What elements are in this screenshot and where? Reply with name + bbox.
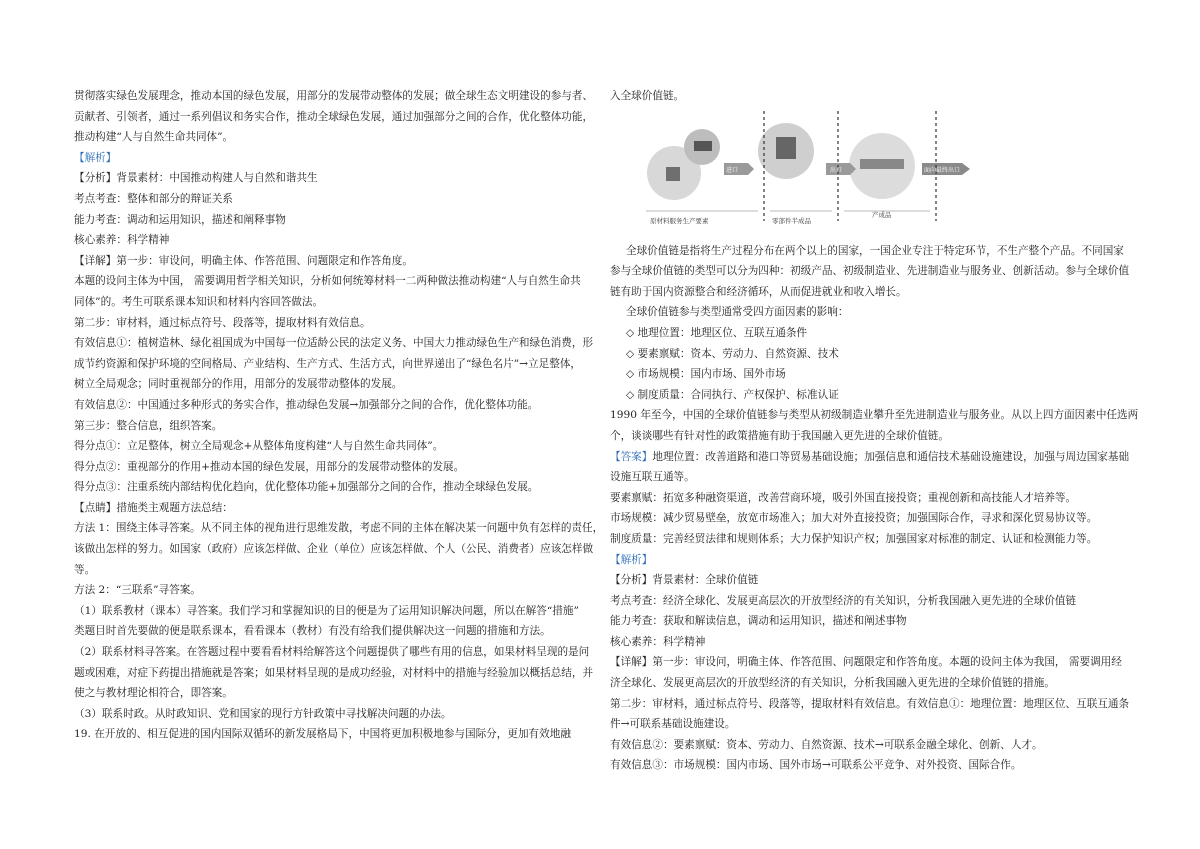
- left-text-line: 第二步：审材料，通过标点符号、段落等，提取材料有效信息。: [74, 316, 371, 329]
- right-text-line: 参与全球价值链的类型可以分为四种：初级产品、初级制造业、先进制造业与服务业、创新活动。参与全球价值: [610, 265, 1130, 278]
- right-text-line: 市场规模：减少贸易壁垒，放宽市场准入；加大对外直接投资；加强国际合作，寻求和深化贸易协议等。: [610, 512, 1098, 525]
- left-text-line: 成节约资源和保护环境的空间格局、产业结构、生产方式、生活方式，向世界递出了“绿色名片”→立足整体，: [74, 357, 582, 370]
- right-text-line: 链有助于国内资源整合和经济循环，从而促进就业和收入增长。: [610, 285, 907, 298]
- right-text-line: ◇ 制度质量：合同执行、产权保护、标准认证: [626, 388, 839, 401]
- diagram-label-raw: 原材料服务生产要素: [650, 216, 709, 225]
- right-text-line: 【分析】背景素材：全球价值链: [610, 574, 759, 587]
- left-text-line: 19. 在开放的、相互促进的国内国际双循环的新发展格局下，中国将更加积极地参与国际分，更加有效地融: [74, 728, 571, 741]
- left-text-line: 同体”的。考生可联系课本知识和材料内容回答做法。: [74, 295, 324, 308]
- left-text-line: 得分点①：立足整体，树立全局观念+从整体角度构建“人与自然生命共同体”。: [74, 440, 444, 453]
- section-tag: 【解析】: [74, 151, 117, 164]
- right-text-line: 个，谈谈哪些有针对性的政策措施有助于我国融入更先进的全球价值链。: [610, 429, 949, 442]
- right-text-line: 【答案】地理位置：改善道路和港口等贸易基础设施；加强信息和通信技术基础设施建设，加强与周边国家基础: [610, 450, 1130, 463]
- diagram-label-component: 零部件半成品: [772, 216, 811, 225]
- value-chain-figure: [640, 111, 1000, 237]
- left-text-line: 考点考查：整体和部分的辩证关系: [74, 192, 233, 205]
- left-text-line: 有效信息①：植树造林、绿化祖国成为中国每一位适龄公民的法定义务、中国大力推动绿色生产和绿色消费，形: [74, 337, 594, 350]
- right-text-line: 有效信息③：市场规模：国内市场、国外市场→可联系公平竞争、对外投资、国际合作。: [610, 759, 1022, 772]
- right-top-line: 入全球价值链。: [610, 90, 685, 102]
- left-text-line: 贡献者、引领者，通过一系列倡议和务实合作，推动全球绿色发展，通过加强部分之间的合作，优化整体功能，: [74, 110, 594, 123]
- right-text-line: [610, 550, 1130, 571]
- right-text-line: 【详解】第一步：审设问，明确主体、作答范围、问题限定和作答角度。本题的设问主体为我国， 需要调用经: [610, 656, 1122, 669]
- left-text-line: 该做出怎样的努力。如国家（政府）应该怎样做、企业（单位）应该怎样做、个人（公民、消费者）应该怎样做: [74, 543, 594, 556]
- tractor-icon: [694, 141, 712, 151]
- left-text-line: 能力考查：调动和运用知识，描述和阐释事物: [74, 213, 286, 226]
- left-text-line: 第三步：整合信息，组织答案。: [74, 419, 223, 432]
- right-text-line: 能力考查：获取和解读信息，调动和运用知识，描述和阐述事物: [610, 615, 907, 628]
- left-text-line: 方法 1：围绕主体寻答案。从不同主体的视角进行思维发散，考虑不同的主体在解决某一问题中负有怎样的责任，: [74, 522, 604, 535]
- right-text-line: ◇ 地理位置：地理区位、互联互通条件: [626, 326, 808, 339]
- left-text-line: 题或困难，对症下药提出措施就是答案；如果材料呈现的是成功经验，对材料中的措施与经验加以概括总结，并: [74, 666, 594, 679]
- left-text-line: 类题目时首先要做的便是联系课本，看看课本（教材）有没有给我们提供解决这一问题的措施和方法。: [74, 625, 551, 638]
- left-text-line: 推动构建“人与自然生命共同体”。: [74, 131, 234, 144]
- left-text-line: 贯彻落实绿色发展理念，推动本国的绿色发展，用部分的发展带动整体的发展；做全球生态文明建设的参与者、: [74, 90, 594, 102]
- right-text-line: 要素禀赋：拓宽多种融资渠道，改善营商环境，吸引外国直接投资；重视创新和高技能人才培养等。: [610, 491, 1077, 504]
- section-tag: 【解析】: [610, 553, 653, 566]
- right-text-line: ◇ 市场规模：国内市场、国外市场: [626, 368, 786, 381]
- left-text-line: 树立全局观念；同时重视部分的作用，用部分的发展带动整体的发展。: [74, 378, 403, 391]
- right-text-line: 核心素养：科学精神: [610, 635, 706, 648]
- right-text-line: 有效信息②：要素禀赋：资本、劳动力、自然资源、技术→可联系金融全球化、创新、人才。: [610, 738, 1043, 751]
- diagram-label-product: 产成品: [872, 210, 892, 219]
- right-text-line: 制度质量：完善经贸法律和规则体系；大力保护知识产权；加强国家对标准的制定、认证和检测能力等。: [610, 532, 1098, 545]
- diagram-tag-export: 出口: [830, 166, 843, 174]
- left-text-line: 得分点③：注重系统内部结构优化趋向，优化整体功能+加强部分之间的合作，推动全球绿色发展。: [74, 481, 539, 494]
- left-text-line: （3）联系时政。从时政知识、党和国家的现行方针政策中寻找解决问题的办法。: [74, 707, 452, 720]
- left-text-line: 【详解】第一步：审设问，明确主体、作答范围、问题限定和作答角度。: [74, 254, 413, 267]
- right-text-line: ◇ 要素禀赋：资本、劳动力、自然资源、技术: [626, 347, 839, 360]
- left-text-line: （1）联系教材（课本）寻答案。我们学习和掌握知识的目的便是为了运用知识解决问题，所以在解答“措施”: [74, 604, 579, 617]
- right-column: [610, 86, 1139, 776]
- left-text-line: 方法 2：“三联系”寻答案。: [74, 584, 201, 597]
- left-text-line: 等。: [74, 563, 96, 576]
- right-text-line: 件→可联系基础设施建设。: [610, 718, 736, 731]
- left-text-line: 本题的设问主体为中国， 需要调用哲学相关知识，分析如何统筹材料一二两种做法推动构建“人与自然生命共: [74, 275, 581, 288]
- section-tag: 【答案】: [610, 450, 653, 463]
- left-text-line: 使之与教材理论相符合，即答案。: [74, 687, 233, 700]
- left-text-line: 有效信息②：中国通过多种形式的务实合作，推动绿色发展→加强部分之间的合作，优化整体功能。: [74, 398, 539, 411]
- right-text-line: 全球价值链参与类型通常受四方面因素的影响：: [626, 306, 849, 319]
- left-text-block: [74, 86, 604, 745]
- right-text-line: 考点考查：经济全球化、发展更高层次的开放型经济的有关知识，分析我国融入更先进的全球价值链: [610, 594, 1077, 607]
- right-text-line: 济全球化、发展更高层次的开放型经济的有关知识，分析我国融入更先进的全球价值链的措施。: [610, 677, 1055, 690]
- diagram-tag-import: 进口: [726, 166, 739, 174]
- left-text-line: 【点睛】措施类主观题方法总结：: [74, 501, 233, 514]
- right-text-line: 1990 年至今，中国的全球价值链参与类型从初级制造业攀升至先进制造业与服务业。从以上四方面因素中任选两: [610, 409, 1139, 422]
- right-text-block: [610, 241, 1139, 776]
- left-text-line: 【分析】背景素材：中国推动构建人与自然和谐共生: [74, 172, 318, 185]
- left-text-line: [74, 148, 594, 169]
- diagram-tag-final-export: 面向最终出口: [924, 166, 961, 174]
- right-text-line: 全球价值链是指将生产过程分布在两个以上的国家，一国企业专注于特定环节，不生产整个产品。不同国家: [626, 244, 1124, 257]
- left-text-line: 得分点②：重视部分的作用+推动本国的绿色发展，用部分的发展带动整体的发展。: [74, 460, 465, 473]
- left-text-line: （2）联系材料寻答案。在答题过程中要看看材料给解答这个问题提供了哪些有用的信息，如果材料呈现的是问: [74, 646, 590, 659]
- flask-icon: [666, 167, 680, 181]
- right-text-line: 第二步：审材料，通过标点符号、段落等，提取材料有效信息。有效信息①：地理位置：地理区位、互联互通条: [610, 697, 1130, 710]
- product-line-icon: [860, 159, 904, 169]
- left-column: [74, 86, 604, 745]
- global-value-chain-diagram: [610, 111, 1130, 237]
- left-text-line: 核心素养：科学精神: [74, 234, 170, 247]
- right-text-line: 设施互联互通等。: [610, 471, 695, 484]
- grid-icon: [776, 137, 796, 159]
